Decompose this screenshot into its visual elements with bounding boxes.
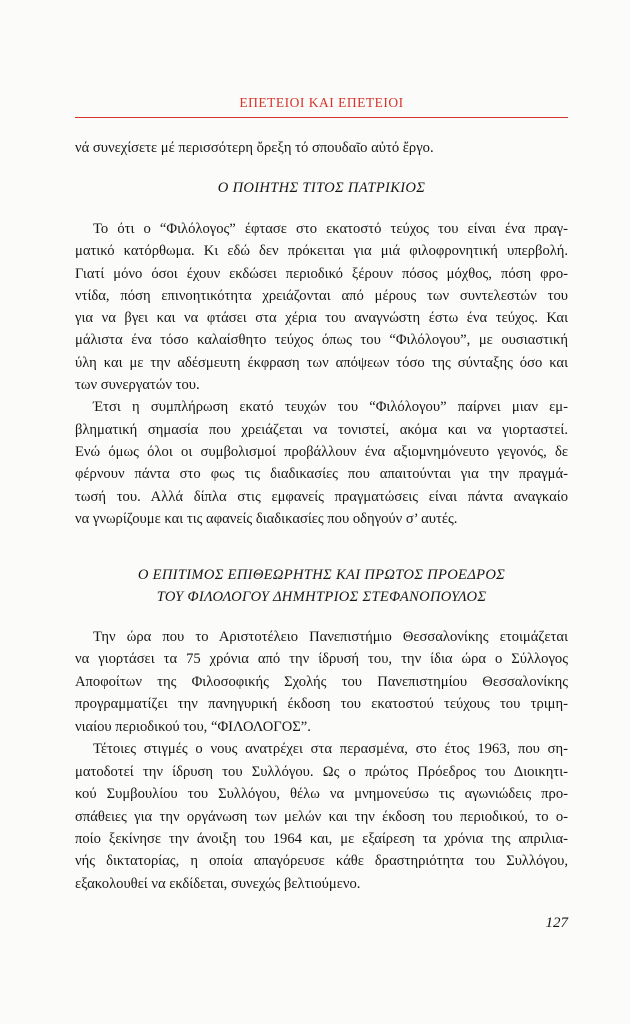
paragraph-line: Έτσι η συμπλήρωση εκατό τευχών του “Φιλόλογου” παίρνει μιαν εμ-	[93, 399, 568, 416]
page-number: 127	[545, 915, 568, 931]
heading-line: Ο ΕΠΙΤΙΜΟΣ ΕΠΙΘΕΩΡΗΤΗΣ ΚΑΙ ΠΡΩΤΟΣ ΠΡΟΕΔΡΟΣ	[137, 567, 506, 583]
paragraph-line: φέρνουν πάντα στο φως τις διαδικασίες που απαιτούνται για την πραγμά-	[75, 466, 568, 483]
paragraph-line: Αποφοίτων της Φιλοσοφικής Σχολής του Πανεπιστημίου Θεσσαλονίκης	[75, 673, 568, 690]
section-body-stefanopoulos	[75, 626, 568, 895]
paragraph-line: ματικό κατόρθωμα. Κι εδώ δεν πρόκειται για μιά φιλοφρονητική υπερβολή.	[75, 243, 568, 260]
section-heading-patrikios: Ο ΠΟΙΗΤΗΣ ΤΙΤΟΣ ΠΑΤΡΙΚΙΟΣ	[217, 180, 426, 196]
paragraph-line: ντίδα, πόση επινοητικότητα χρειάζονται από μέρους των συντελεστών του	[75, 287, 568, 304]
paragraph-line: μάλιστα ένα τόσο καλαίσθητο τεύχος όπως του “Φιλόλογου”, με ουσιαστική	[75, 332, 568, 349]
paragraph-line: βληματική σημασία που χρειάζεται να τονιστεί, ακόμα και να γιορταστεί.	[75, 421, 568, 438]
paragraph-line: για να βγει και να φτάσει στα χέρια του αναγνώστη έστω ένα τεύχος. Και	[75, 310, 568, 327]
header-rule	[75, 117, 568, 118]
paragraph-line: εξακολουθεί να εκδίδεται, συνεχώς βελτιούμενο.	[75, 875, 361, 892]
paragraph-line: των συνεργατών του.	[75, 377, 200, 394]
paragraph-line: νής δικτατορίας, η οποία απαγόρευσε κάθε δραστηριότητα του Συλλόγου,	[75, 853, 568, 870]
paragraph-line: ποίο ξεκίνησε την άνοιξη του 1964 και, με εξαίρεση τα χρόνια της απριλια-	[75, 830, 568, 847]
paragraph-line: να γιορτάσει τα 75 χρόνια από την ίδρυσή του, την ίδια ώρα ο Σύλλογος	[75, 651, 568, 668]
paragraph-line: προγραμματίζει την πανηγυρική έκδοση του εκατοστού τεύχους του τριμη-	[75, 696, 568, 713]
section-heading-stefanopoulos	[75, 564, 568, 608]
paragraph-line: κού Συμβουλίου του Συλλόγου, θέλω να μνημονεύσω τις αγωνιώδεις προ-	[75, 786, 568, 803]
paragraph-line: Τέτοιες στιγμές ο νους ανατρέχει στα περασμένα, στο έτος 1963, που ση-	[93, 741, 568, 758]
paragraph-line: Γιατί μόνο όσοι έχουν εκδώσει περιοδικό ξέρουν πόσος μόχθος, πόση φρο-	[75, 265, 568, 282]
running-title: ΕΠΕΤΕΙΟΙ ΚΑΙ ΕΠΕΤΕΙΟΙ	[239, 95, 404, 110]
heading-line: ΤΟΥ ΦΙΛΟΛΟΓΟΥ ΔΗΜΗΤΡΙΟΣ ΣΤΕΦΑΝΟΠΟΥΛΟΣ	[156, 589, 487, 605]
paragraph-line: σπάθειες για την οργάνωση των μελών και την έκδοση του περιοδικού, το ο-	[75, 808, 568, 825]
paragraph-line: Ενώ όμως όλοι οι συμβολισμοί προβάλλουν ένα αξιομνημόνευτο γεγονός, δε	[75, 443, 568, 460]
paragraph-line: να γνωρίζουμε και τις αφανείς διαδικασίες που οδηγούν σ’ αυτές.	[75, 510, 458, 527]
section-body-patrikios	[75, 218, 568, 530]
paragraph-line: ύλη και με την αδέσμευτη έκφραση των απόψεων τόσο της σύνταξης όσο και	[75, 354, 568, 371]
continuation-text	[75, 137, 568, 159]
paragraph-line: Την ώρα που το Αριστοτέλειο Πανεπιστήμιο Θεσσαλονίκης ετοιμάζεται	[93, 629, 568, 645]
paragraph-line: νιαίου περιοδικού του, “ΦΙΛΟΛΟΓΟΣ”.	[75, 718, 311, 735]
paragraph-line: ματοδοτεί την ίδρυση του Συλλόγου. Ως ο πρώτος Πρόεδρος του Διοικητι-	[75, 763, 568, 780]
paragraph-line: νά συνεχίσετε μέ περισσότερη ὄρεξη τό σπουδαῖο αὐτό ἔργο.	[75, 140, 434, 156]
paragraph-line: τωσή του. Αλλά δίπλα στις εμφανείς πραγματώσεις είναι πάντα αναγκαίο	[75, 488, 568, 505]
paragraph-line: Το ότι ο “Φιλόλογος” έφτασε στο εκατοστό τεύχος του είναι ένα πραγ-	[93, 221, 568, 237]
